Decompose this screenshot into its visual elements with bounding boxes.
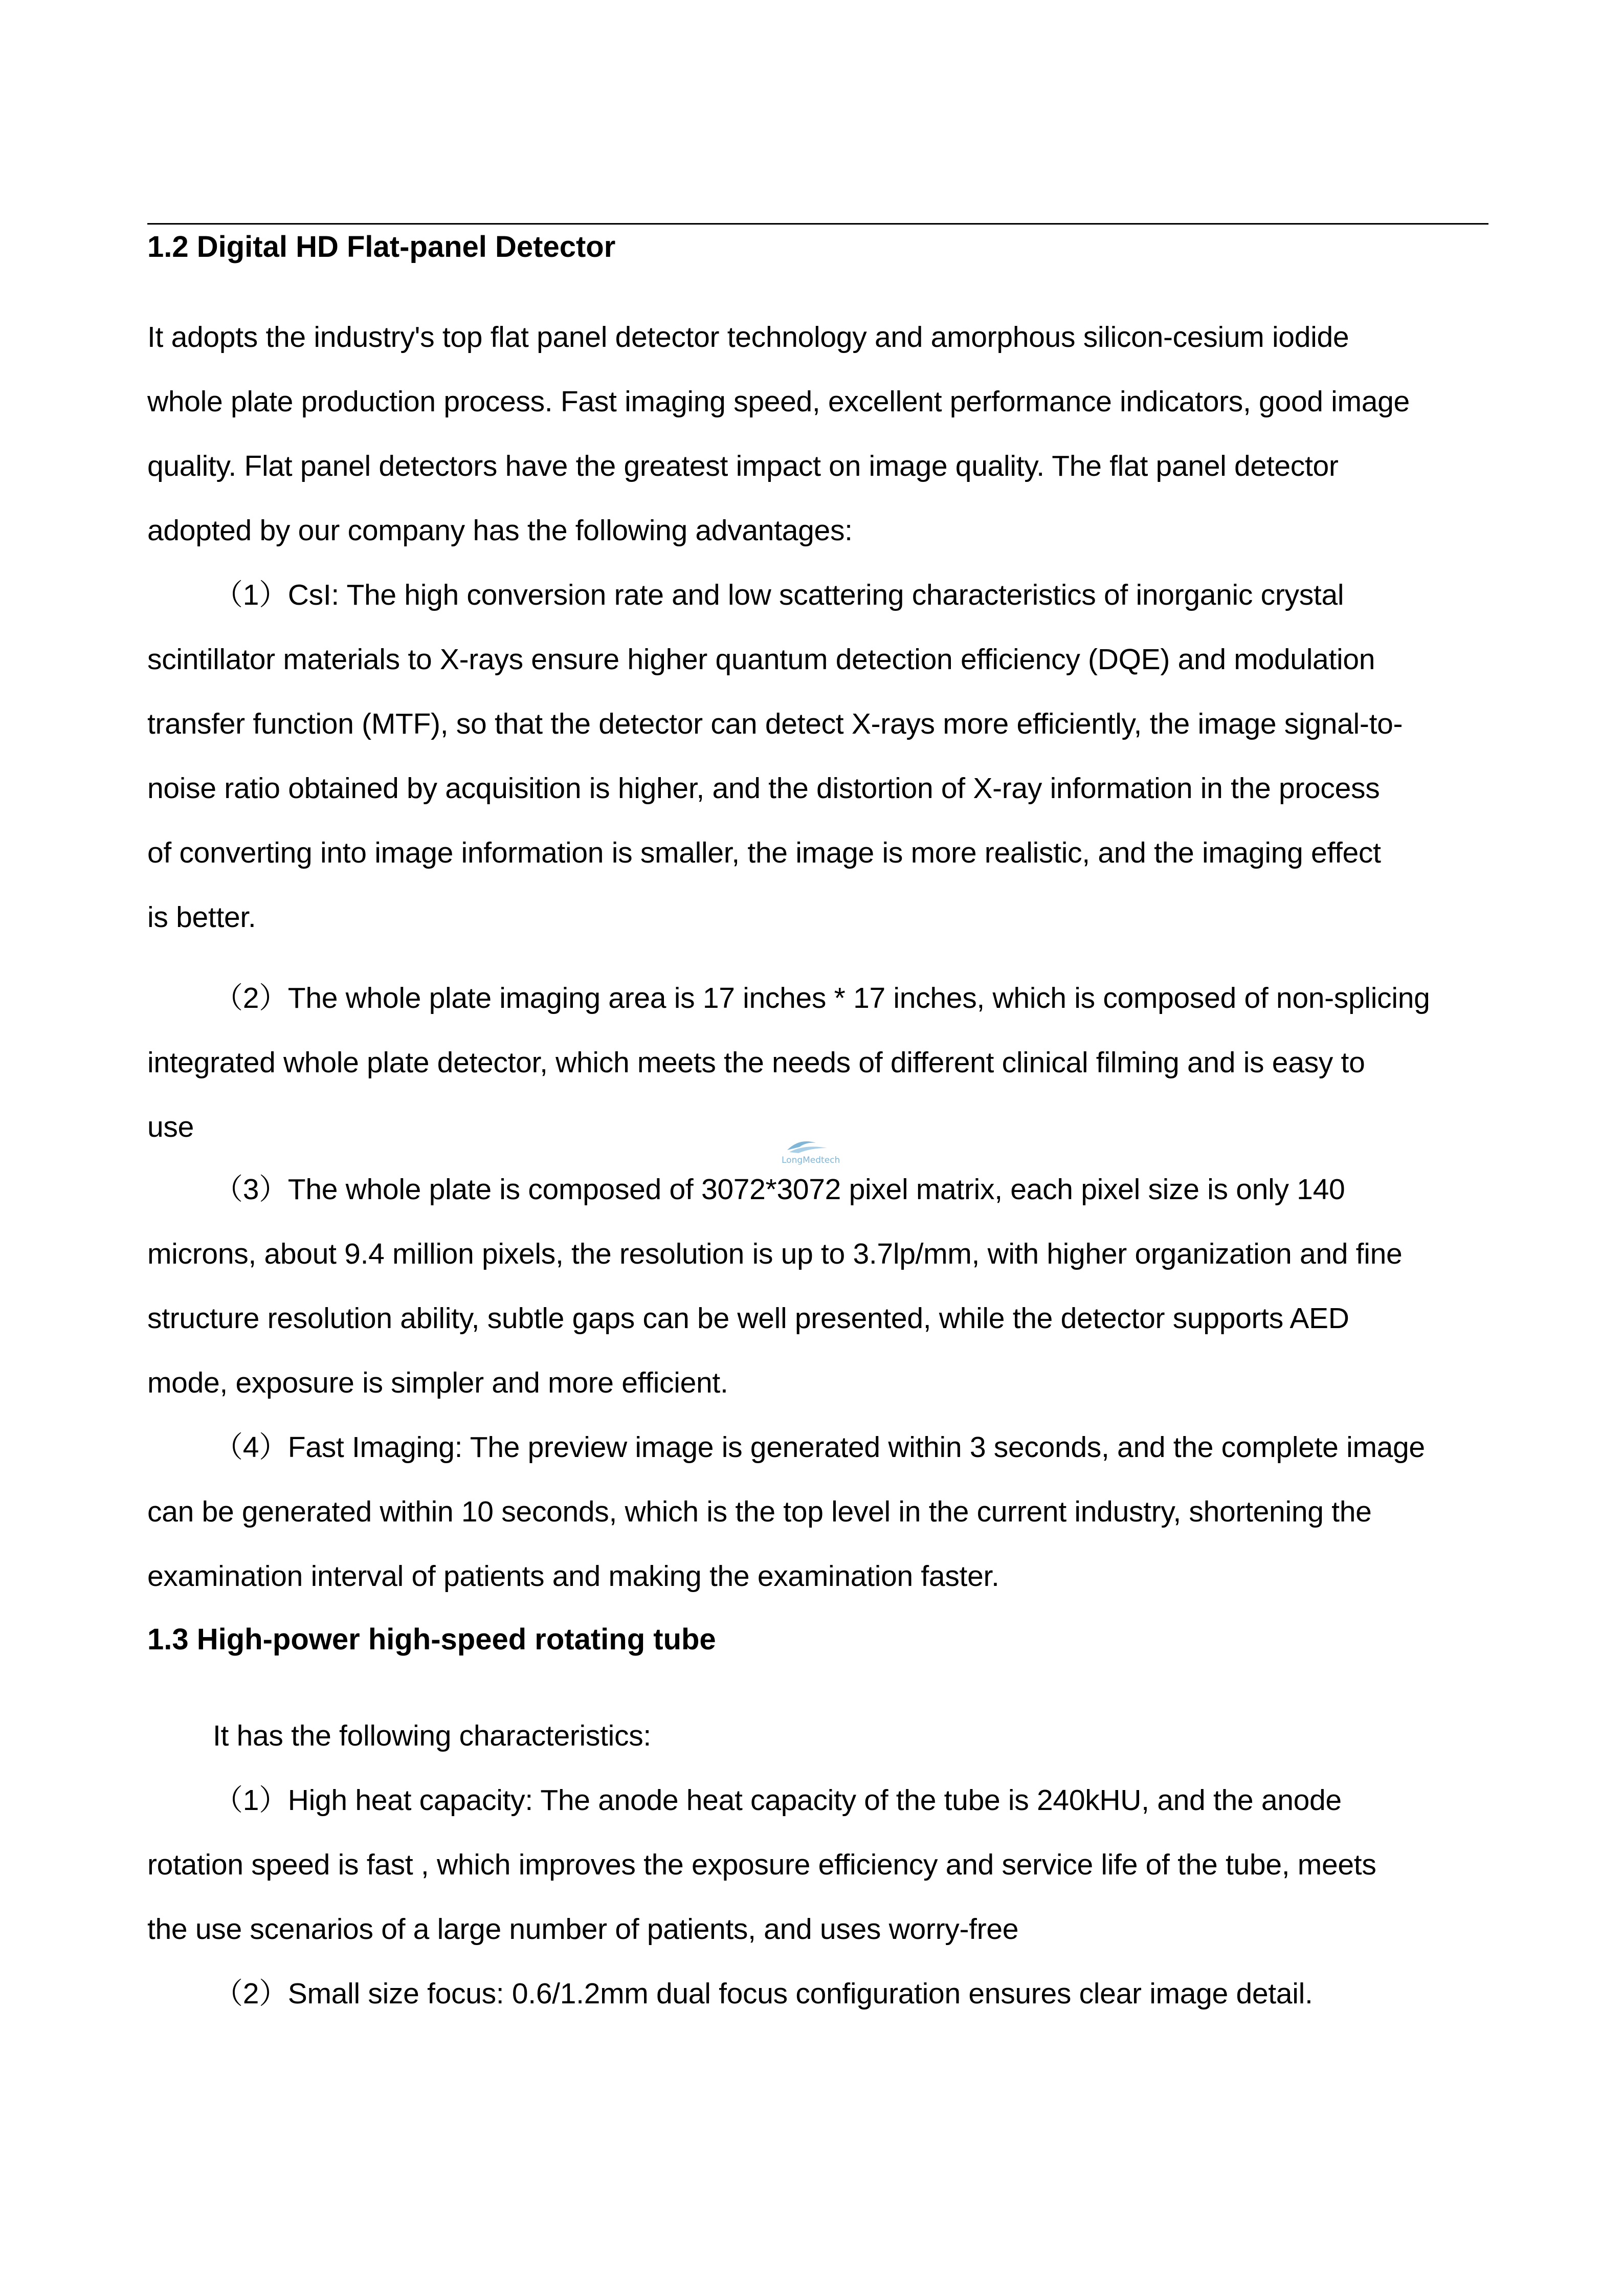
text-line: of converting into image information is smaller, the image is more realistic, and the imaging effect [147, 836, 1381, 869]
text-line: examination interval of patients and making the examination faster. [147, 1560, 999, 1593]
section-1-3-heading: 1.3 High-power high-speed rotating tube [147, 1623, 716, 1656]
header-rule [147, 223, 1488, 225]
text-line: （4）Fast Imaging: The preview image is generated within 3 seconds, and the complete image [214, 1431, 1425, 1464]
text-line: （2）Small size focus: 0.6/1.2mm dual focus configuration ensures clear image detail. [214, 1977, 1313, 2010]
detector-item-2 [147, 966, 1498, 1159]
section-1-2-intro [147, 305, 1498, 563]
text-line: （2）The whole plate imaging area is 17 inches * 17 inches, which is composed of non-splicing [214, 982, 1430, 1014]
watermark-text: LongMedtech [782, 1155, 840, 1165]
section-1-2-heading: 1.2 Digital HD Flat-panel Detector [147, 230, 616, 263]
text-line: integrated whole plate detector, which meets the needs of different clinical filming and is easy to [147, 1046, 1365, 1079]
text-line: can be generated within 10 seconds, which is the top level in the current industry, shortening the [147, 1495, 1372, 1528]
text-line: whole plate production process. Fast imaging speed, excellent performance indicators, good image [147, 385, 1410, 418]
text-line: scintillator materials to X-rays ensure higher quantum detection efficiency (DQE) and modulation [147, 643, 1375, 676]
text-line: noise ratio obtained by acquisition is higher, and the distortion of X-ray information in the process [147, 772, 1380, 805]
text-line: microns, about 9.4 million pixels, the resolution is up to 3.7lp/mm, with higher organization and fine [147, 1238, 1403, 1270]
detector-item-1 [147, 563, 1498, 950]
text-line: （3）The whole plate is composed of 3072*3072 pixel matrix, each pixel size is only 140 [214, 1173, 1345, 1206]
detector-item-3 [147, 1157, 1498, 1415]
text-line: quality. Flat panel detectors have the greatest impact on image quality. The flat panel detector [147, 450, 1339, 482]
text-line: （1）High heat capacity: The anode heat capacity of the tube is 240kHU, and the anode [214, 1784, 1342, 1817]
section-1-3-intro [147, 1704, 1498, 1768]
tube-item-2 [147, 1961, 1498, 2026]
text-line: adopted by our company has the following advantages: [147, 514, 853, 547]
detector-item-4 [147, 1415, 1498, 1608]
text-line: is better. [147, 901, 256, 934]
text-line: the use scenarios of a large number of patients, and uses worry-free [147, 1913, 1019, 1946]
text-line: transfer function (MTF), so that the detector can detect X-rays more efficiently, the image signal-to- [147, 708, 1403, 740]
text-line: It adopts the industry's top flat panel detector technology and amorphous silicon-cesium iodide [147, 321, 1349, 354]
text-line: structure resolution ability, subtle gaps can be well presented, while the detector supports AED [147, 1302, 1349, 1335]
text-line: use [147, 1111, 194, 1143]
text-line: （1）CsI: The high conversion rate and low scattering characteristics of inorganic crystal [214, 579, 1344, 611]
wave-logo-icon [784, 1136, 830, 1155]
text-line: It has the following characteristics: [213, 1719, 651, 1752]
text-line: rotation speed is fast , which improves the exposure efficiency and service life of the tube, meets [147, 1848, 1376, 1881]
tube-item-1 [147, 1768, 1498, 1961]
text-line: mode, exposure is simpler and more efficient. [147, 1366, 728, 1399]
